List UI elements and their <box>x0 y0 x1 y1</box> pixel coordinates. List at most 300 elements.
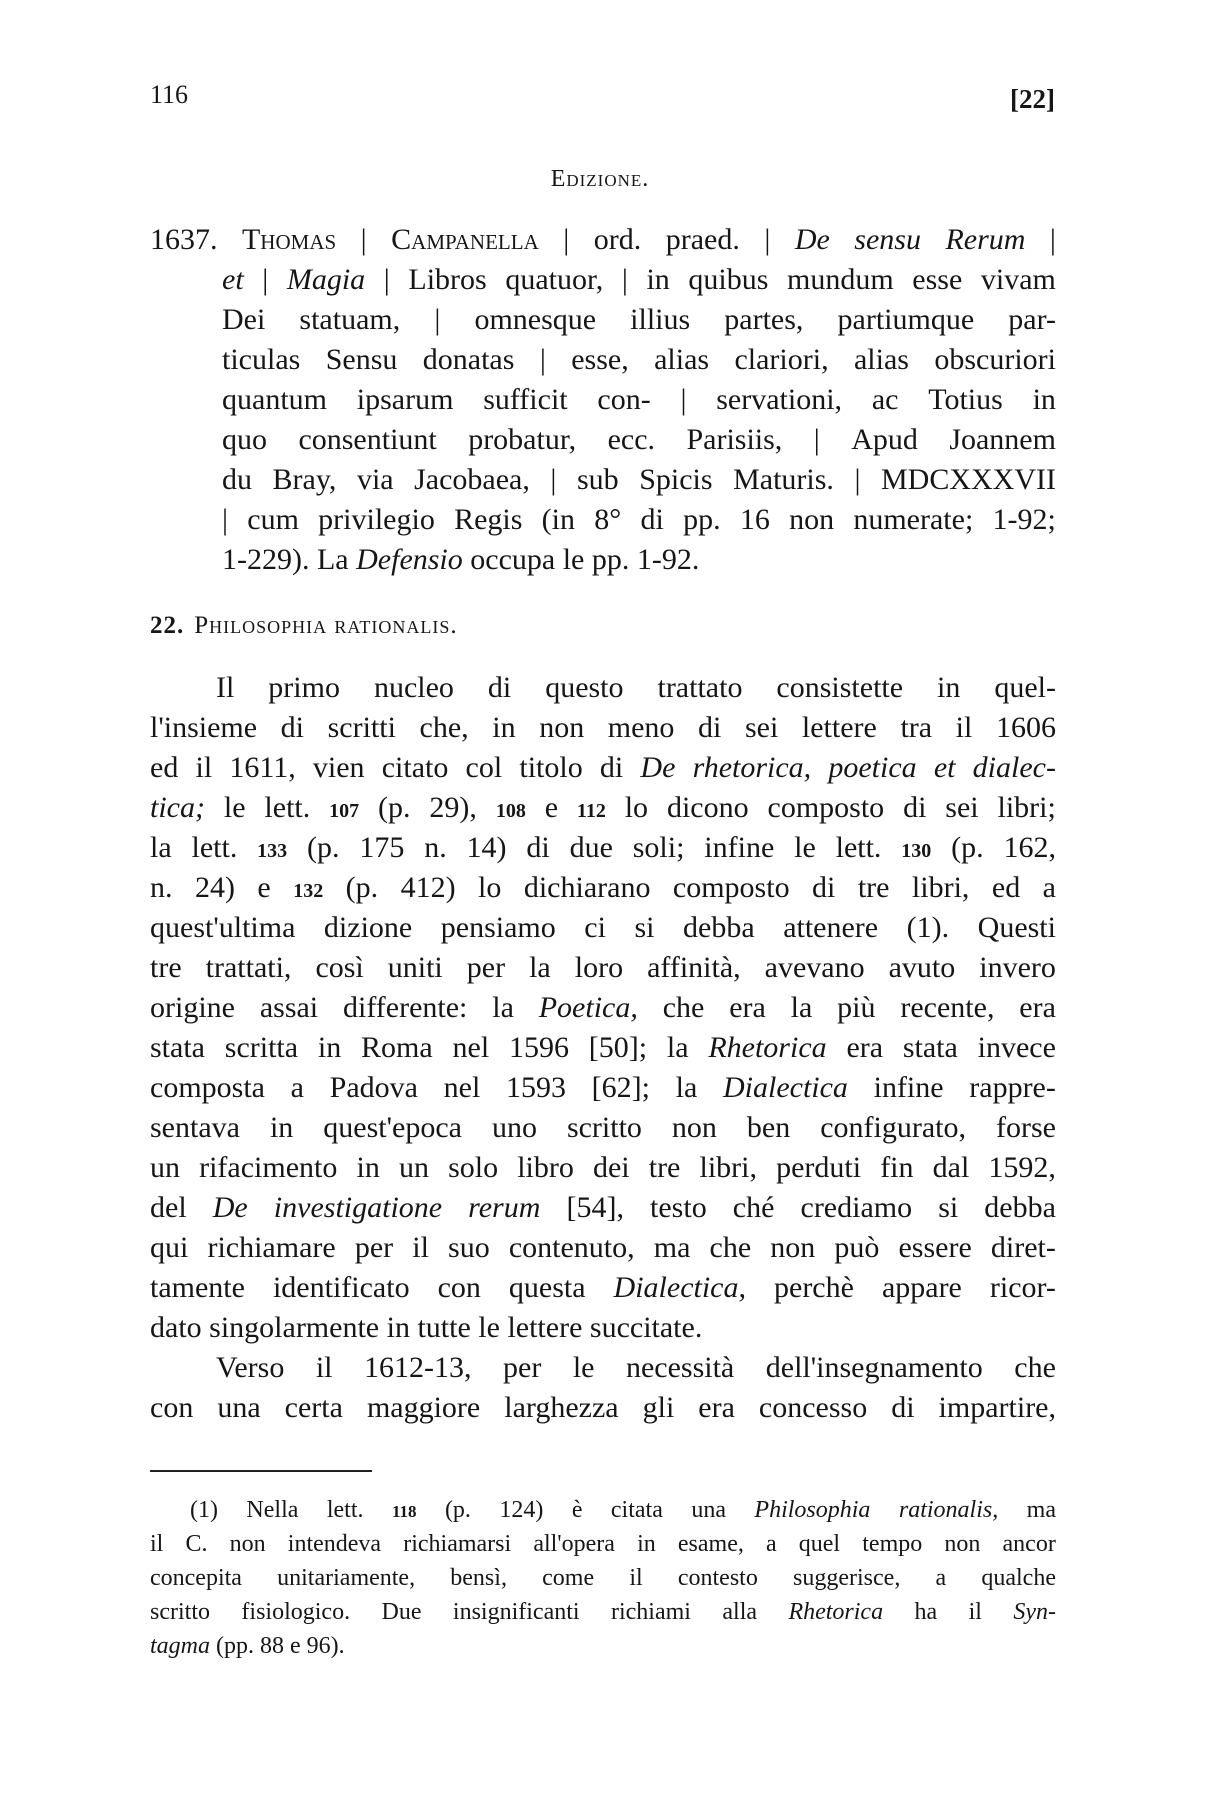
word: tre <box>648 1151 681 1184</box>
word: contenuto, <box>508 1231 635 1264</box>
word: Rhetorica <box>788 1599 884 1625</box>
word: | <box>222 503 229 536</box>
word: per <box>466 951 506 984</box>
word: certa <box>284 1391 343 1424</box>
word: concesso <box>758 1391 868 1424</box>
word: Thomas <box>241 223 337 256</box>
word: questo <box>545 671 624 704</box>
word: trattato <box>657 671 743 704</box>
word: identificato <box>272 1271 410 1304</box>
word: una <box>217 1391 261 1424</box>
word: et <box>933 751 956 784</box>
word: Rhetorica <box>708 1031 827 1064</box>
word: contesto <box>677 1565 758 1591</box>
footnote-separator <box>150 1470 372 1472</box>
word: (p. <box>951 831 984 864</box>
word: ecc. <box>607 423 656 456</box>
word: intendeva <box>287 1531 382 1557</box>
word: 132 <box>293 880 324 902</box>
word: partes, <box>724 303 804 336</box>
word: Campanella <box>391 223 539 256</box>
word: sufficit <box>483 383 568 416</box>
word: Dei <box>222 303 266 336</box>
word: ed <box>150 751 179 784</box>
word: appare <box>881 1271 962 1304</box>
word: con <box>150 1391 194 1424</box>
word: Totius <box>928 383 1003 416</box>
word: pensiamo <box>440 911 556 944</box>
word: 1637. <box>150 223 218 256</box>
word: lett. <box>835 831 882 864</box>
word: 14) <box>466 831 507 864</box>
word: quest'epoca <box>323 1111 462 1144</box>
word: ticulas <box>222 343 301 376</box>
word: MDCXXXVII <box>880 463 1056 496</box>
word: via <box>356 463 394 496</box>
word: Questi <box>977 911 1056 944</box>
word: vivam <box>980 263 1056 296</box>
word: la <box>666 1031 689 1064</box>
running-header: Edizione. <box>550 166 650 192</box>
word: obscuriori <box>934 343 1056 376</box>
word: 1593 <box>505 1071 566 1104</box>
word: un <box>150 1151 180 1184</box>
word: ma <box>653 1231 691 1264</box>
word: configurato, <box>820 1111 966 1144</box>
word: 130 <box>901 840 932 862</box>
word: con <box>437 1271 481 1304</box>
word: non <box>770 1231 816 1264</box>
page-number: 116 <box>150 80 189 109</box>
word: Jacobaea, <box>414 463 530 496</box>
word: era <box>698 1391 735 1424</box>
word: Sensu <box>325 343 398 376</box>
word: Poetica, <box>538 991 638 1024</box>
word: si <box>634 911 655 944</box>
word: donatas <box>422 343 515 376</box>
word: libri, <box>911 871 970 904</box>
word: 1-92. <box>636 543 700 576</box>
word: invece <box>977 1031 1056 1064</box>
word: tica; <box>150 791 205 824</box>
word: fisiologico. <box>241 1599 351 1625</box>
word: Defensio <box>356 543 463 576</box>
word: statuam, <box>299 303 401 336</box>
word: Bray, <box>272 463 337 496</box>
word: e <box>290 1633 301 1659</box>
word: scritta <box>224 1031 299 1064</box>
word: due <box>569 831 613 864</box>
word: Nella <box>246 1497 299 1523</box>
word: il <box>412 1231 429 1264</box>
word: uno <box>491 1111 537 1144</box>
word: era <box>729 991 766 1024</box>
word: sensu <box>854 223 921 256</box>
word: (p. <box>378 791 411 824</box>
word: all'opera <box>533 1531 615 1557</box>
word: dizione <box>323 911 413 944</box>
word: dell'insegnamento <box>765 1351 983 1384</box>
word: | <box>813 423 820 456</box>
word: (p. <box>345 871 379 904</box>
word: (1). <box>906 911 950 944</box>
page-reference: [22] <box>1010 84 1055 114</box>
word: solo <box>448 1151 499 1184</box>
word: sei <box>744 711 779 744</box>
word: Spicis <box>639 463 713 496</box>
body-line-10 <box>150 1028 1056 1068</box>
word: 29), <box>429 791 477 824</box>
word: dato <box>150 1311 202 1344</box>
word: | <box>434 303 441 336</box>
word: singolarmente <box>209 1311 380 1344</box>
word: lett. <box>326 1497 364 1523</box>
word: praed. <box>665 223 740 256</box>
word: in <box>356 1151 380 1184</box>
body-text <box>150 668 1056 1428</box>
word: Due <box>381 1599 422 1625</box>
word: loro <box>574 951 624 984</box>
word: libri, <box>699 1151 757 1184</box>
word: diret- <box>990 1231 1056 1264</box>
entry-line-9 <box>150 540 1056 580</box>
body-line-19 <box>150 1388 1056 1428</box>
word: si <box>938 1191 959 1224</box>
word: nel <box>452 1031 490 1064</box>
section-name: Philosophia rationalis. <box>194 612 458 639</box>
word: non <box>789 503 835 536</box>
word: concepita <box>150 1565 242 1591</box>
word: nel <box>443 1071 481 1104</box>
word: 112 <box>576 800 606 822</box>
word: con- <box>597 383 651 416</box>
word: vien <box>312 751 365 784</box>
word: composta <box>150 1071 265 1104</box>
word: rappre- <box>969 1071 1056 1104</box>
word: in <box>317 1031 342 1064</box>
word: le <box>572 1351 595 1384</box>
word: [54], <box>566 1191 624 1224</box>
word: | <box>563 223 570 256</box>
word: infine <box>873 1071 944 1104</box>
word: debba <box>984 1191 1056 1224</box>
word: tre <box>150 951 182 984</box>
body-line-17 <box>150 1308 1056 1348</box>
word: perchè <box>774 1271 854 1304</box>
word: come <box>542 1565 595 1591</box>
word: maggiore <box>366 1391 481 1424</box>
word: Philosophia <box>754 1497 871 1523</box>
body-line-8 <box>150 948 1056 988</box>
word: il <box>955 711 973 744</box>
word: Libros <box>408 263 487 296</box>
word: du <box>222 463 252 496</box>
word: il <box>968 1599 982 1625</box>
word: recente, <box>900 991 995 1024</box>
word: 24) <box>194 871 235 904</box>
word: in <box>1032 383 1056 416</box>
word: 8° <box>594 503 622 536</box>
word: qualche <box>981 1565 1056 1591</box>
word: in <box>269 1111 294 1144</box>
word: | <box>764 223 771 256</box>
word: tagma <box>150 1633 210 1659</box>
footnote-line-5 <box>150 1629 1056 1663</box>
footnote <box>150 1493 1056 1663</box>
word: lettere <box>507 1311 583 1344</box>
word: qui <box>150 1231 189 1264</box>
word: le <box>478 1311 500 1344</box>
word: questa <box>508 1271 586 1304</box>
word: consentiunt <box>298 423 437 456</box>
word: bensì, <box>450 1565 507 1591</box>
body-line-9 <box>150 988 1056 1028</box>
word: quel- <box>994 671 1056 704</box>
word: invero <box>979 951 1056 984</box>
word: ci <box>584 911 606 944</box>
word: ipsarum <box>356 383 454 416</box>
word: [50]; <box>588 1031 648 1064</box>
word: lo <box>624 791 649 824</box>
word: | <box>360 223 367 256</box>
word: 1612-13, <box>364 1351 472 1384</box>
word: di <box>599 751 624 784</box>
word: alias <box>654 343 710 376</box>
word: titolo <box>519 751 583 784</box>
word: 96). <box>306 1633 345 1659</box>
word: che <box>662 991 705 1024</box>
word: col <box>465 751 503 784</box>
word: Apud <box>851 423 918 456</box>
word: Magia <box>286 263 366 296</box>
entry-line-6 <box>150 420 1056 460</box>
word: in <box>637 1531 656 1557</box>
word: attenere <box>783 911 879 944</box>
word: ha <box>914 1599 938 1625</box>
word: quo <box>222 423 267 456</box>
body-line-2 <box>150 708 1056 748</box>
word: | <box>854 463 861 496</box>
word: può <box>834 1231 880 1264</box>
word: insignificanti <box>452 1599 580 1625</box>
word: più <box>837 991 876 1024</box>
word: sub <box>576 463 619 496</box>
word: origine <box>150 991 235 1024</box>
word: 412) <box>400 871 456 904</box>
word: [62]; <box>591 1071 650 1104</box>
section-number: 22. <box>150 612 185 639</box>
word: ac <box>871 383 899 416</box>
word: non <box>944 1531 981 1557</box>
word: forse <box>995 1111 1056 1144</box>
word: quel <box>798 1531 841 1557</box>
word: di <box>280 711 304 744</box>
word: l'insieme <box>150 711 258 744</box>
word: libri; <box>997 791 1056 824</box>
word: ancor <box>1002 1531 1056 1557</box>
word: partiumque <box>837 303 975 336</box>
word: dicono <box>666 791 749 824</box>
word: meno <box>607 711 675 744</box>
word: che, <box>419 711 469 744</box>
word: differente: <box>343 991 468 1024</box>
word: consistette <box>776 671 904 704</box>
word: citata <box>610 1497 663 1523</box>
body-line-12 <box>150 1108 1056 1148</box>
word: rifacimento <box>199 1151 338 1184</box>
word: per <box>354 1231 394 1264</box>
word: e <box>257 871 271 904</box>
word: gli <box>642 1391 675 1424</box>
word: par- <box>1008 303 1056 336</box>
word: Syn- <box>1013 1599 1056 1625</box>
word: trattati, <box>205 951 292 984</box>
body-line-4 <box>150 788 1056 828</box>
word: De <box>794 223 830 256</box>
word: le <box>562 543 585 576</box>
word: Maturis. <box>733 463 834 496</box>
word: essere <box>898 1231 972 1264</box>
word: suo <box>448 1231 490 1264</box>
word: nucleo <box>373 671 454 704</box>
word: richiamare <box>207 1231 336 1264</box>
word: mundum <box>787 263 894 296</box>
word: 1-229). <box>222 543 310 576</box>
word: quest'ultima <box>150 911 296 944</box>
word: tutte <box>417 1311 471 1344</box>
word: Rerum <box>945 223 1026 256</box>
word: C. <box>185 1531 208 1557</box>
word: dichiarano <box>523 871 651 904</box>
word: il <box>150 1531 164 1557</box>
word: Dialectica <box>722 1071 848 1104</box>
word: che <box>1014 1351 1056 1384</box>
word: Dialectica, <box>613 1271 746 1304</box>
word: De <box>640 751 676 784</box>
bibliographic-entry <box>150 220 1056 580</box>
word: 118 <box>391 1502 417 1521</box>
word: richiami <box>610 1599 691 1625</box>
word: 16 <box>739 503 770 536</box>
word: scritto <box>566 1111 642 1144</box>
body-line-16 <box>150 1268 1056 1308</box>
word: ed <box>991 871 1021 904</box>
word: di <box>891 1391 915 1424</box>
word: cum <box>247 503 299 536</box>
word: esame, <box>677 1531 744 1557</box>
word: scritto <box>150 1599 210 1625</box>
word: avevano <box>764 951 865 984</box>
word: la <box>492 991 514 1024</box>
word: privilegio <box>318 503 435 536</box>
word: le <box>794 831 816 864</box>
word: alias <box>853 343 909 376</box>
word: Il <box>216 671 235 704</box>
word: pp. <box>591 543 630 576</box>
entry-line-4 <box>150 340 1056 380</box>
word: (1) <box>190 1497 218 1523</box>
word: a <box>1042 871 1056 904</box>
entry-line-2 <box>150 260 1056 300</box>
word: (p. <box>444 1497 471 1523</box>
word: esse <box>912 263 963 296</box>
word: stata <box>902 1031 958 1064</box>
word: poetica <box>828 751 917 784</box>
word: servationi, <box>716 383 843 416</box>
entry-line-5 <box>150 380 1056 420</box>
word: così <box>315 951 364 984</box>
word: infine <box>704 831 775 864</box>
word: in <box>646 263 670 296</box>
word: occupa <box>470 543 556 576</box>
word: non <box>671 1111 717 1144</box>
word: Parisiis, <box>686 423 783 456</box>
word: et <box>222 263 244 296</box>
word: alla <box>722 1599 758 1625</box>
word: omnesque <box>474 303 597 336</box>
word: citato <box>381 751 449 784</box>
word: (pp. <box>216 1633 254 1659</box>
word: del <box>150 1191 187 1224</box>
word: dialec- <box>972 751 1056 784</box>
word: | <box>680 383 687 416</box>
word: tamente <box>150 1271 245 1304</box>
word: succitate. <box>589 1311 703 1344</box>
word: Joannem <box>949 423 1056 456</box>
word: era <box>1019 991 1056 1024</box>
body-line-15 <box>150 1228 1056 1268</box>
body-line-5 <box>150 828 1056 868</box>
word: ricor- <box>989 1271 1056 1304</box>
word: Regis <box>454 503 523 536</box>
word: sentava <box>150 1111 240 1144</box>
word: lettere <box>801 711 877 744</box>
word: ma <box>1026 1497 1056 1523</box>
word: non <box>539 711 585 744</box>
word: | <box>621 263 628 296</box>
word: necessità <box>625 1351 735 1384</box>
word: unitariamente, <box>277 1565 416 1591</box>
word: assai <box>259 991 319 1024</box>
body-line-14 <box>150 1188 1056 1228</box>
body-line-13 <box>150 1148 1056 1188</box>
word: e <box>544 791 559 824</box>
word: a <box>935 1565 947 1591</box>
word: stata <box>150 1031 205 1064</box>
word: la <box>675 1071 698 1104</box>
word: fin <box>880 1151 914 1184</box>
word: impartire, <box>938 1391 1056 1424</box>
body-line-3 <box>150 748 1056 788</box>
word: il <box>629 1565 643 1591</box>
word: uniti <box>387 951 443 984</box>
word: investigatione <box>273 1191 443 1224</box>
word: | <box>539 343 546 376</box>
word: ben <box>746 1111 791 1144</box>
word: le <box>223 791 246 824</box>
body-line-7 <box>150 908 1056 948</box>
word: n. <box>150 871 173 904</box>
word: numerate; <box>853 503 974 536</box>
word: lo <box>478 871 502 904</box>
entry-line-3 <box>150 300 1056 340</box>
entry-line-8 <box>150 500 1056 540</box>
word: debba <box>683 911 755 944</box>
word: | <box>1049 223 1056 256</box>
body-line-1 <box>150 668 1056 708</box>
word: lett. <box>264 791 311 824</box>
word: che <box>709 1231 752 1264</box>
